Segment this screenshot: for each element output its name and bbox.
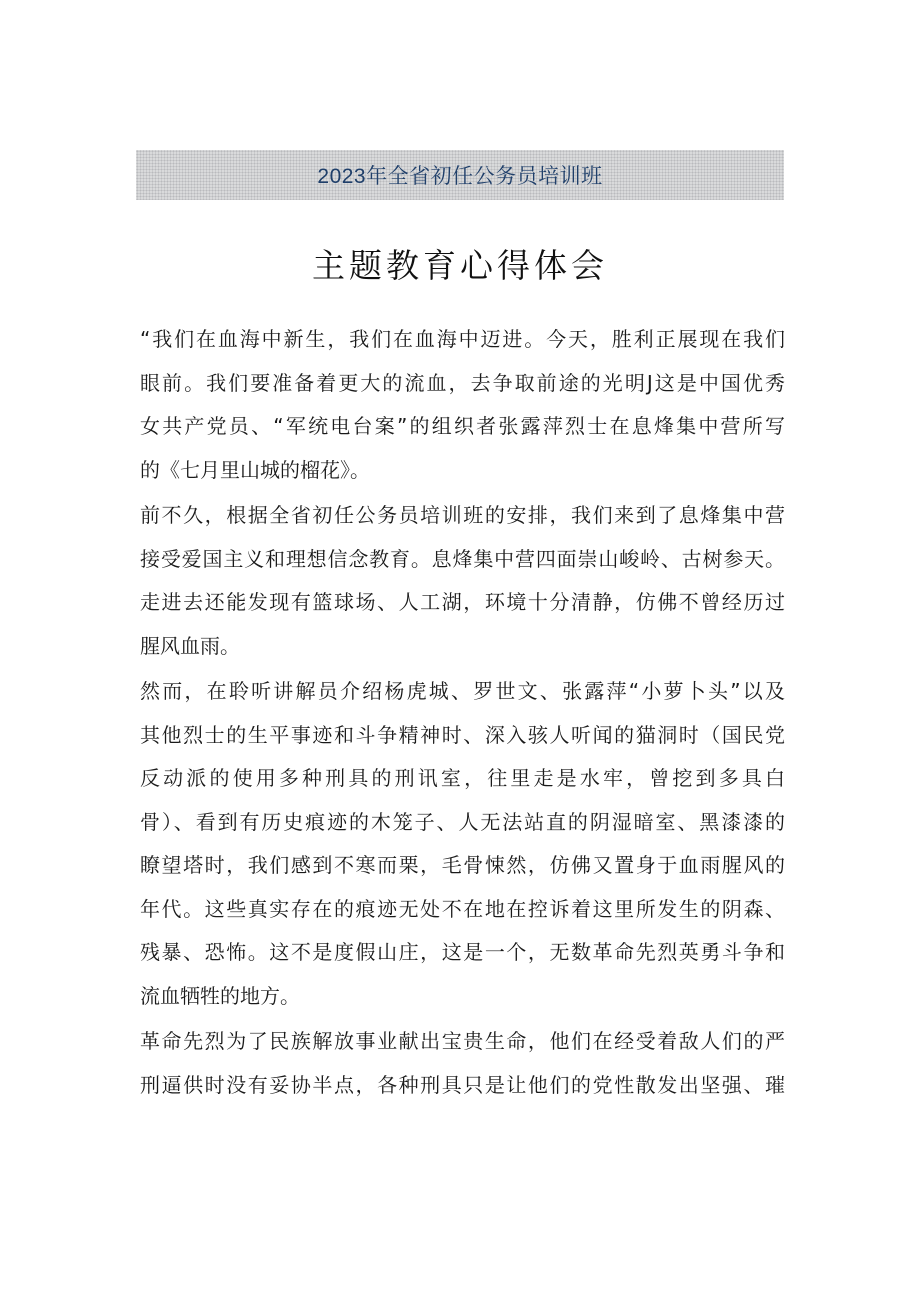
paragraph-4	[140, 1020, 785, 1107]
banner-title: 2023年全省初任公务员培训班	[317, 165, 603, 188]
text-line: 腥风血雨。	[140, 633, 240, 658]
text-line: 女共产党员、“军统电台案”的组织者张露萍烈士在息烽集中营所写	[140, 414, 785, 438]
text-line: 接受爱国主义和理想信念教育。息烽集中营四面崇山峻岭、古树参天。	[140, 546, 785, 571]
document-title: 主题教育心得体会	[312, 246, 608, 285]
text-line: 年代。这些真实存在的痕迹无处不在地在控诉着这里所发生的阴森、	[140, 896, 785, 921]
paragraph-1	[140, 318, 785, 492]
text-line: 革命先烈为了民族解放事业献出宝贵生命，他们在经受着敌人们的严	[140, 1029, 785, 1053]
text-line: 走进去还能发现有篮球场、人工湖，环境十分清静，仿佛不曾经历过	[140, 590, 785, 614]
text-line: 眼前。我们要准备着更大的流血，去争取前途的光明J这是中国优秀	[140, 370, 785, 395]
text-line: 瞭望塔时，我们感到不寒而栗，毛骨悚然，仿佛又置身于血雨腥风的	[140, 853, 785, 877]
text-line: 骨）、看到有历史痕迹的木笼子、人无法站直的阴湿暗室、黑漆漆的	[140, 809, 785, 834]
text-line: 反动派的使用多种刑具的刑讯室，往里走是水牢，曾挖到多具白	[140, 766, 785, 790]
text-line: 其他烈士的生平事迹和斗争精神时、深入骇人听闻的猫洞时（国民党	[140, 722, 785, 747]
header-banner	[136, 150, 784, 200]
paragraph-3	[140, 670, 785, 1018]
text-line: 前不久，根据全省初任公务员培训班的安排，我们来到了息烽集中营	[140, 503, 785, 527]
text-line: 的《七月里山城的榴花》。	[140, 457, 370, 482]
text-line: 流血牺牲的地方。	[140, 983, 300, 1008]
text-line: 残暴、恐怖。这不是度假山庄，这是一个，无数革命先烈英勇斗争和	[140, 940, 785, 964]
paragraph-2	[140, 494, 785, 668]
text-line: “我们在血海中新生，我们在血海中迈进。今天，胜利正展现在我们	[140, 327, 785, 351]
document-body	[140, 318, 785, 1107]
text-line: 刑逼供时没有妥协半点，各种刑具只是让他们的党性散发出坚强、璀	[140, 1072, 785, 1097]
text-line: 然而，在聆听讲解员介绍杨虎城、罗世文、张露萍“小萝卜头”以及	[140, 679, 785, 703]
